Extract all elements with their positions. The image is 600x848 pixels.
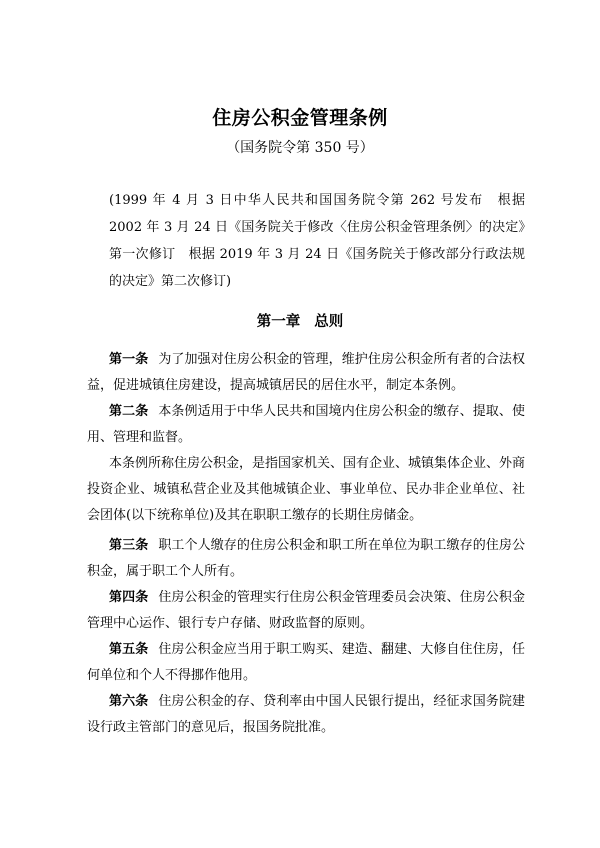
article-text: 本条例所称住房公积金，是指国家机关、国有企业、城镇集体企业、外商投资企业、城镇私营企业及其他城镇企业、事业单位、民办非企业单位、社会团体(以下统称单位)及其在职职工缴存的长期住房储金。	[87, 456, 526, 523]
article-text: 职工个人缴存的住房公积金和职工所在单位为职工缴存的住房公积金，属于职工个人所有。	[87, 538, 525, 579]
article-text: 住房公积金的存、贷利率由中国人民银行提出，经征求国务院建设行政主管部门的意见后，报国务院批准。	[87, 694, 525, 735]
article-text: 住房公积金应当用于职工购买、建造、翻建、大修自住住房，任何单位和个人不得挪作他用。	[87, 642, 525, 683]
article-2	[87, 399, 525, 451]
article-number: 第三条	[109, 538, 149, 553]
chapter-number: 第一章	[256, 314, 301, 330]
article-6	[87, 689, 525, 741]
revision-history-text: (1999 年 4 月 3 日中华人民共和国国务院令第 262 号发布 根据 2002 年 3 月 24 日《国务院关于修改〈住房公积金管理条例〉的决定》第一次修订 根据 2019 年 3 月 24 日《国务院关于修改部分行政法规的决定》第二次修订)	[109, 193, 525, 289]
article-text: 为了加强对住房公积金的管理，维护住房公积金所有者的合法权益，促进城镇住房建设，提高城镇居民的居住水平，制定本条例。	[87, 352, 525, 393]
article-text: 住房公积金的管理实行住房公积金管理委员会决策、住房公积金管理中心运作、银行专户存储、财政监督的原则。	[87, 590, 525, 631]
article-number: 第四条	[109, 590, 149, 605]
article-number: 第五条	[109, 642, 149, 657]
article-2-paragraph-2	[87, 451, 525, 529]
article-number: 第一条	[109, 352, 149, 367]
chapter-heading	[0, 310, 600, 331]
article-1	[87, 347, 525, 399]
document-title: 住房公积金管理条例	[212, 107, 388, 129]
article-number: 第六条	[109, 694, 149, 709]
document-subtitle: （国务院令第 350 号）	[226, 140, 374, 156]
article-number: 第二条	[109, 404, 149, 419]
revision-history	[87, 187, 525, 295]
article-3	[87, 533, 525, 585]
article-4	[87, 585, 525, 637]
article-text: 本条例适用于中华人民共和国境内住房公积金的缴存、提取、使用、管理和监督。	[87, 404, 525, 445]
article-5	[87, 637, 525, 689]
chapter-name: 总则	[314, 314, 344, 330]
